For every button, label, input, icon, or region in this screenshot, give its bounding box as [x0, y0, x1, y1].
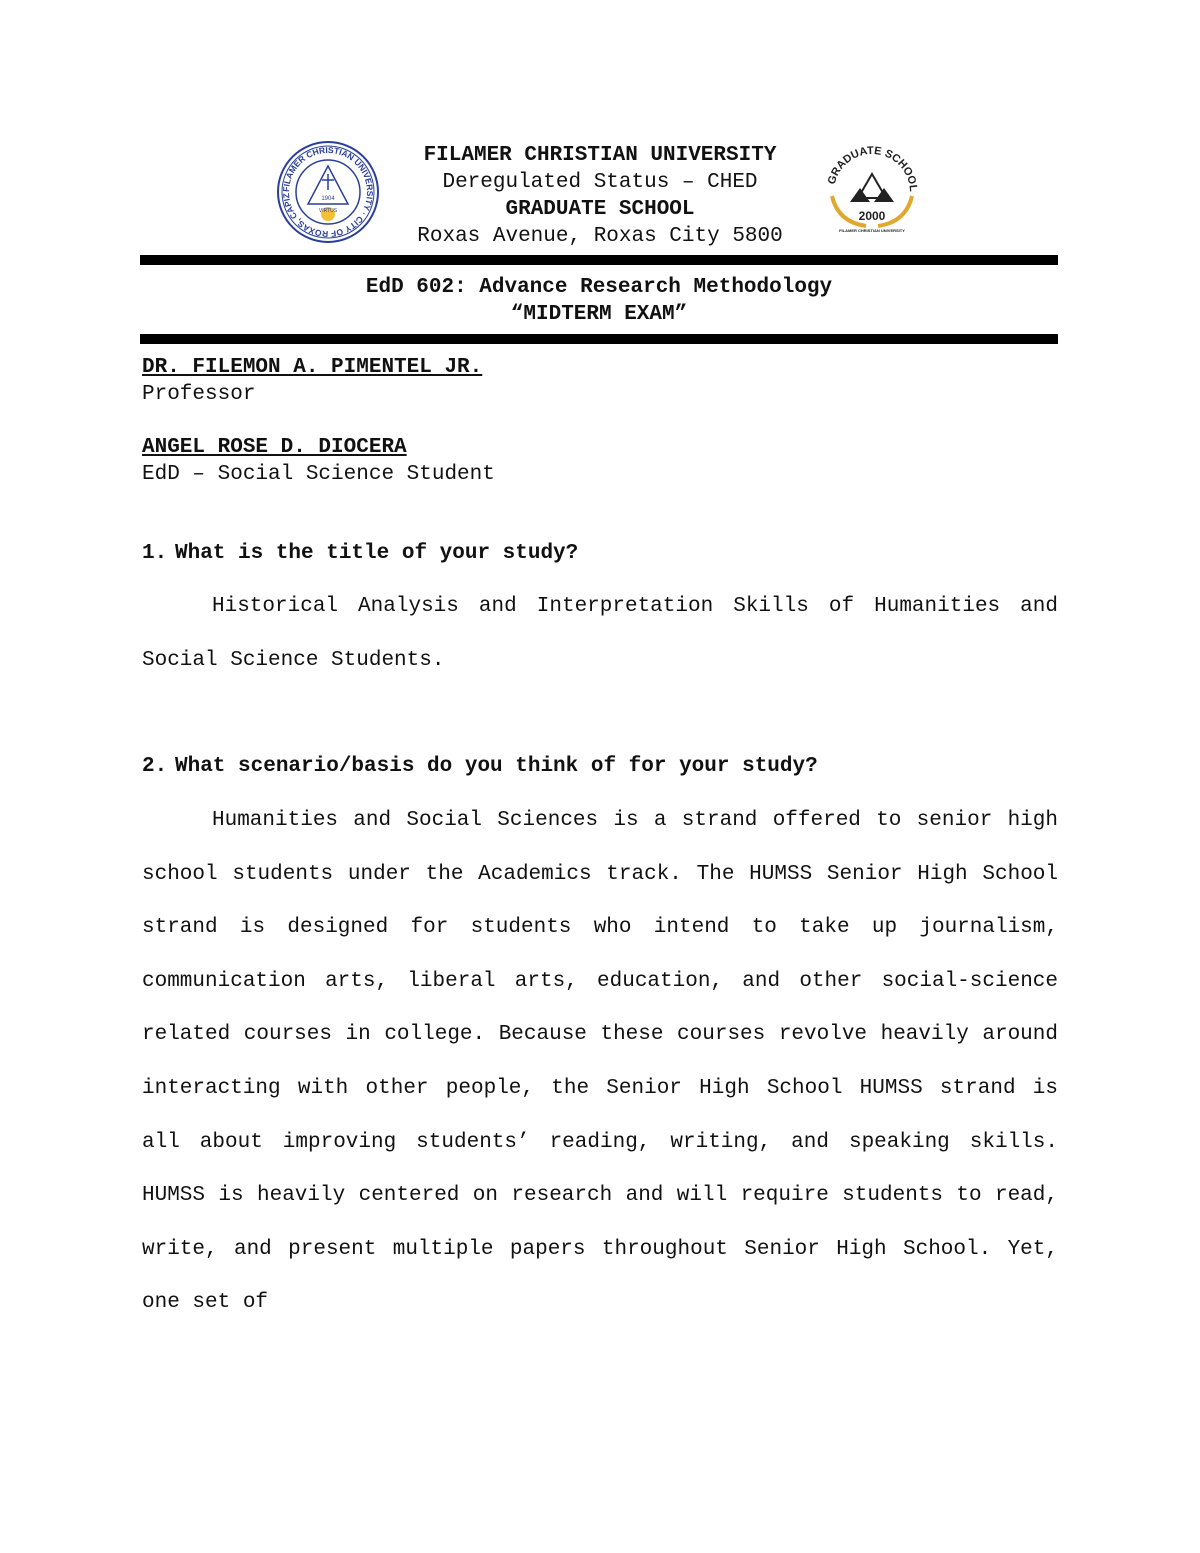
- answer-2: [142, 794, 1058, 1330]
- question-number: 2.: [142, 755, 168, 778]
- graduate-school-label: GRADUATE SCHOOL: [505, 198, 695, 221]
- question-1: [142, 540, 1058, 568]
- professor-name: DR. FILEMON A. PIMENTEL JR.: [142, 356, 483, 379]
- letterhead: [140, 140, 1058, 252]
- answer-1: [142, 580, 1058, 687]
- course-title: EdD 602: Advance Research Methodology: [365, 276, 833, 299]
- seal-year-text: 1904: [321, 196, 335, 202]
- header-rule-bottom: [140, 334, 1058, 344]
- course-heading: [140, 274, 1058, 328]
- seal-motto-text: VIRTUS: [318, 208, 338, 214]
- university-name: FILAMER CHRISTIAN UNIVERSITY: [423, 144, 777, 167]
- emblem-year-text: 2000: [858, 209, 886, 223]
- answer-text: Humanities and Social Sciences is a strand offered to senior high school students under the Academics track. The HUMSS Senior High School strand is designed for students who intend to take up journalism, communication arts, liberal arts, education, and other social-science related courses in college. Because these courses revolve heavily around interacting with other people, the Senior High School HUMSS strand is all about improving students’ reading, writing, and speaking skills. HUMSS is heavily centered on research and will require students to read, write, and present multiple papers throughout Senior High School. Yet, one set of: [142, 809, 1058, 1315]
- exam-title: “MIDTERM EXAM”: [510, 303, 688, 326]
- student-name: ANGEL ROSE D. DIOCERA: [142, 436, 407, 459]
- graduate-school-emblem-icon: [820, 140, 924, 244]
- seal-ring-text: FILAMER CHRISTIAN UNIVERSITY · CITY OF ROXAS, CAPIZ: [280, 144, 376, 240]
- student-role: EdD – Social Science Student: [142, 463, 495, 486]
- professor-block: [142, 354, 1058, 408]
- answer-text: Historical Analysis and Interpretation Skills of Humanities and Social Science Students.: [142, 595, 1058, 672]
- question-number: 1.: [142, 542, 168, 565]
- question-2: [142, 753, 1058, 781]
- university-address: Roxas Avenue, Roxas City 5800: [417, 225, 783, 248]
- question-text: What scenario/basis do you think of for your study?: [175, 755, 818, 778]
- professor-role: Professor: [142, 383, 256, 406]
- student-block: [142, 434, 1058, 488]
- header-rule-top: [140, 255, 1058, 265]
- emblem-caption-text: FILAMER CHRISTIAN UNIVERSITY: [839, 228, 905, 233]
- question-text: What is the title of your study?: [175, 542, 579, 565]
- university-info: [340, 142, 860, 250]
- deregulated-status: Deregulated Status – CHED: [442, 171, 758, 194]
- emblem-arc-text: GRADUATE SCHOOL: [825, 144, 920, 193]
